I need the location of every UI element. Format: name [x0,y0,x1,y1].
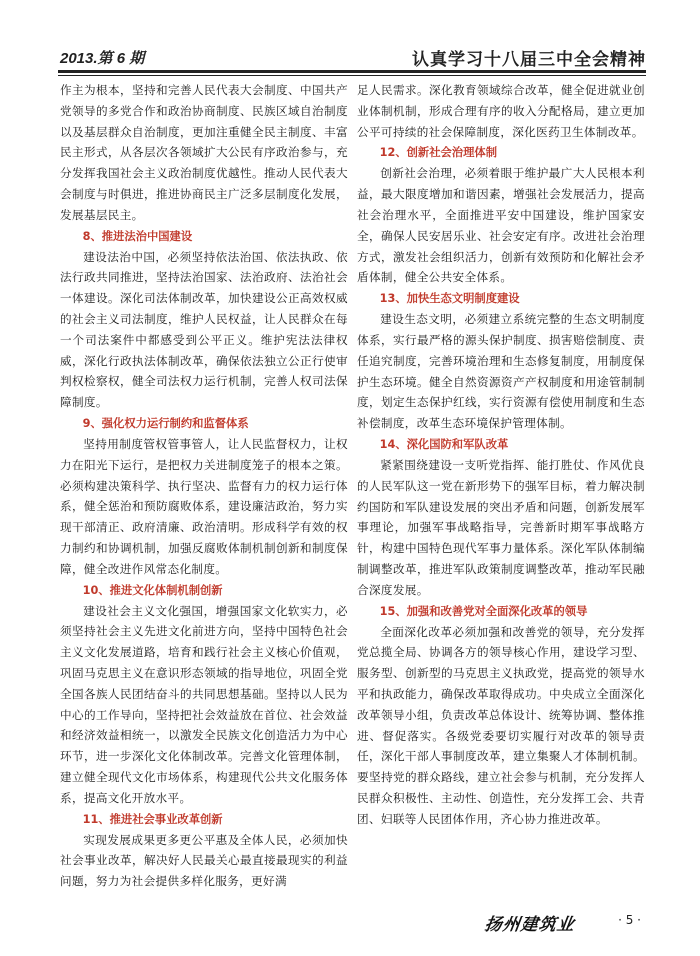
section-heading-14: 14、深化国防和军队改革 [379,437,509,451]
running-header [58,44,646,70]
right-column [357,80,645,830]
paragraph-continued: 足人民需求。深化教育领域综合改革，健全促进就业创业体制机制，形成合理有序的收入分配格局，建立更加公平可持续的社会保障制度，深化医药卫生体制改革。 [357,83,645,139]
paragraph-13: 建设生态文明，必须建立系统完整的生态文明制度体系，实行最严格的源头保护制度、损害赔偿制度、责任追究制度，完善环境治理和生态修复制度，用制度保护生态环境。健全自然资源资产产权制度和用途管制制度，划定生态保护红线，实行资源有偿使用制度和生态补偿制度，改革生态环境保护管理体制。 [357,312,645,431]
left-column [60,80,348,892]
paragraph-10: 建设社会主义文化强国，增强国家文化软实力，必须坚持社会主义先进文化前进方向，坚持中国特色社会主义文化发展道路，培育和践行社会主义核心价值观，巩固马克思主义在意识形态领域的指导地位，巩固全党全国各族人民团结奋斗的共同思想基础。坚持以人民为中心的工作导向，坚持把社会效益放在首位、社会效益和经济效益相统一，以激发全民族文化创造活力为中心环节，进一步深化文化体制改革。完善文化管理体制，建立健全现代文化市场体系，构建现代公共文化服务体系，提高文化开放水平。 [60,603,348,805]
paragraph-12: 创新社会治理，必须着眼于维护最广大人民根本利益，最大限度增加和谐因素，增强社会发展活力，提高社会治理水平，全面推进平安中国建设，维护国家安全，确保人民安居乐业、社会安定有序。改进社会治理方式，激发社会组织活力，创新有效预防和化解社会矛盾体制，健全公共安全体系。 [357,166,645,285]
publication-logo: 扬州建筑业 [483,915,577,935]
paragraph-14: 紧紧围绕建设一支听党指挥、能打胜仗、作风优良的人民军队这一党在新形势下的强军目标，着力解决制约国防和军队建设发展的突出矛盾和问题，创新发展军事理论，加强军事战略指导，完善新时期军事战略方针，构建中国特色现代军事力量体系。深化军队体制编制调整改革，推进军队政策制度调整改革，推动军民融合深度发展。 [357,457,645,597]
section-heading-11: 11、推进社会事业改革创新 [82,812,223,826]
header-rule-thick [58,70,646,73]
section-heading-8: 8、推进法治中国建设 [82,229,193,243]
section-heading-15: 15、加强和改善党对全面深化改革的领导 [379,604,588,618]
section-heading-12: 12、创新社会治理体制 [379,146,497,160]
paragraph-15: 全面深化改革必须加强和改善党的领导，充分发挥党总揽全局、协调各方的领导核心作用，建设学习型、服务型、创新型的马克思主义执政党，提高党的领导水平和执政能力，确保改革取得成功。中央成立全面深化改革领导小组，负责改革总体设计、统筹协调、整体推进、督促落实。各级党委要切实履行对改革的领导责任，深化干部人事制度改革，建立集聚人才体制机制。要坚持党的群众路线，建立社会参与机制，充分发挥人民群众积极性、主动性、创造性，充分发挥工会、共青团、妇联等人民团体作用，齐心协力推进改革。 [357,624,645,826]
section-heading-13: 13、加快生态文明制度建设 [379,292,520,306]
section-theme: 认真学习十八届三中全会精神 [412,50,646,70]
paragraph-9: 坚持用制度管权管事管人，让人民监督权力，让权力在阳光下运行，是把权力关进制度笼子的根本之策。必须构建决策科学、执行坚决、监督有力的权力运行体系，健全惩治和预防腐败体系，建设廉洁政治，努力实现干部清正、政府清廉、政治清明。形成科学有效的权力制约和协调机制，加强反腐败体制机制创新和制度保障，健全改进作风常态化制度。 [60,436,348,576]
page-number: · 5 · [618,913,641,927]
paragraph-continued: 作主为根本，坚持和完善人民代表大会制度、中国共产党领导的多党合作和政治协商制度、民族区域自治制度以及基层群众自治制度，更加注重健全民主制度、丰富民主形式，从各层次各领域扩大公民有序政治参与，充分发挥我国社会主义政治制度优越性。推动人民代表大会制度与时俱进，推进协商民主广泛多层制度化发展，发展基层民主。 [60,83,348,222]
issue-number: 2013.第 6 期 [60,50,145,67]
running-footer [485,910,645,934]
header-rule-thin [58,75,646,76]
paragraph-8: 建设法治中国，必须坚持依法治国、依法执政、依法行政共同推进，坚持法治国家、法治政府、法治社会一体建设。深化司法体制改革，加快建设公正高效权威的社会主义司法制度，维护人民权益，让人民群众在每一个司法案件中都感受到公平正义。维护宪法法律权威，深化行政执法体制改革，确保依法独立公正行使审判权检察权，健全司法权力运行机制，完善人权司法保障制度。 [60,249,348,410]
section-heading-9: 9、强化权力运行制约和监督体系 [82,416,249,430]
section-heading-10: 10、推进文化体制机制创新 [82,583,223,597]
paragraph-11: 实现发展成果更多更公平惠及全体人民，必须加快社会事业改革，解决好人民最关心最直接最现实的利益问题，努力为社会提供多样化服务，更好满 [60,832,348,889]
